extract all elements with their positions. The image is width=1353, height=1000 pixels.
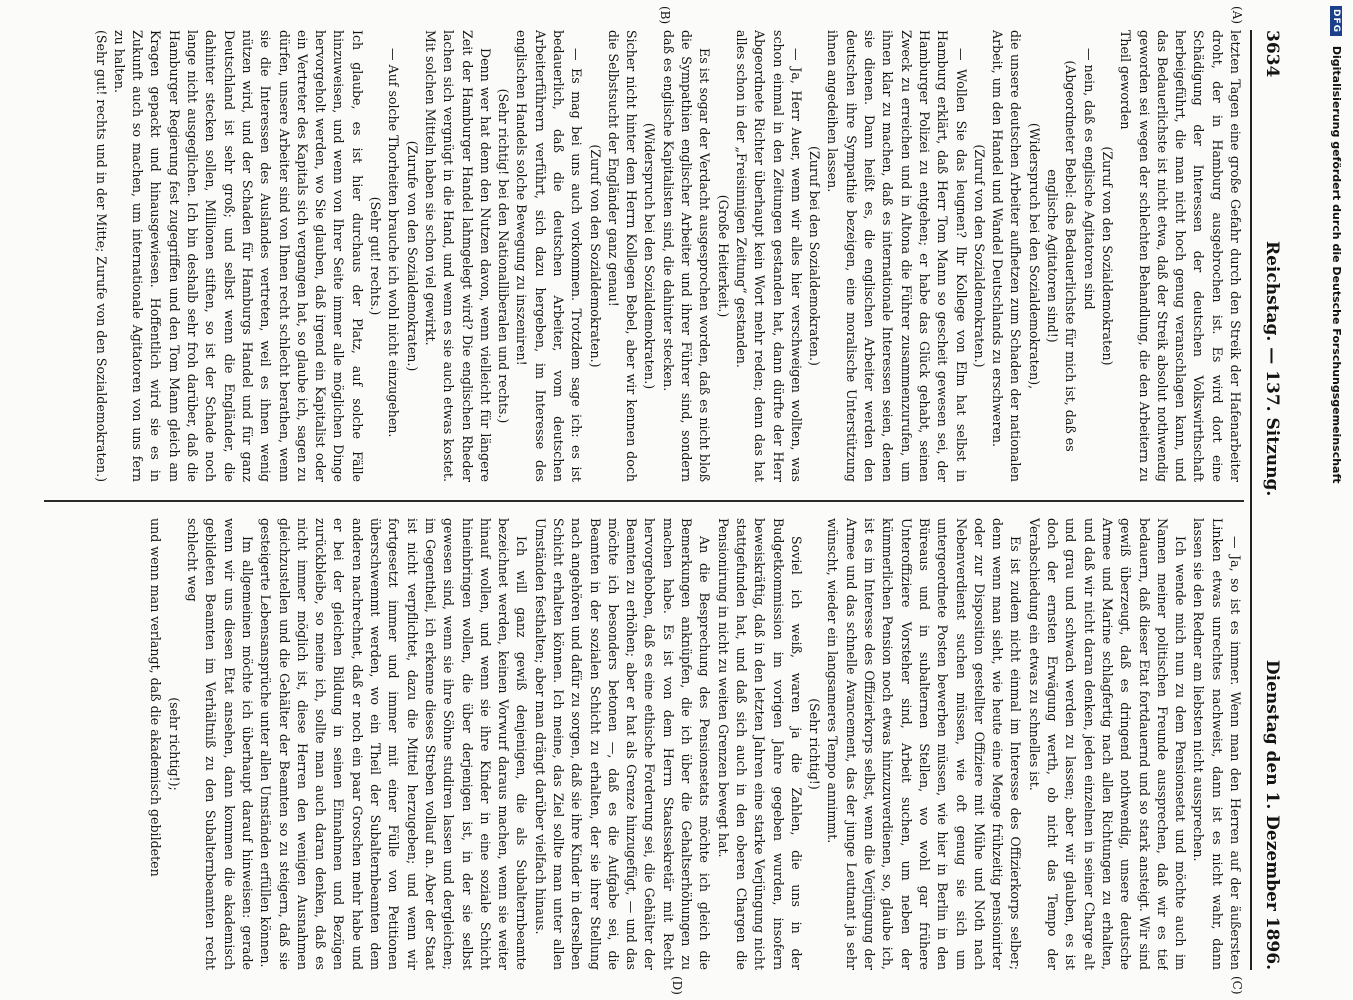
interjection: (Zuruf von den Sozialdemokraten) [1099, 146, 1115, 366]
interjection: (Zuruf bei den Sozialdemokraten.) [807, 146, 823, 366]
page-header [1254, 30, 1290, 970]
left-text-column [44, 30, 1244, 482]
session-title: Reichstag. — 137. Sitzung. [1262, 240, 1282, 497]
interjection: (Sehr richtig!) [807, 698, 823, 790]
margin-marker-c: (C) [1230, 976, 1244, 995]
interjection: (Sehr richtig! bei den Nationalliberalen und rechts.) [496, 88, 512, 424]
session-date: Dienstag den 1. Dezember 1896. [1262, 659, 1282, 970]
interjection: (Zurufe von den Sozialdemokraten.) [404, 140, 420, 372]
paragraph: die unsere deutschen Arbeiter aufhetzen zum Schaden der nationalen Arbeit, um den Handel und Wandel Deutschlands zu erschweren. [990, 30, 1024, 482]
dfg-logo: DFG [1330, 6, 1342, 36]
margin-marker-a: (A) [1230, 6, 1244, 25]
interjection: (Große Heiterkeit.) [715, 194, 731, 318]
margin-marker-d: (D) [670, 976, 684, 995]
paragraph: Ich glaube, es ist hier durchaus der Platz, auf solche Fälle hinzuweisen, und wenn von Ihrer Seite immer alle möglichen Dinge hervorgeholt werden, wo Sie glauben, daß irgend ein Kapitalist oder ein Vertreter des Kapitals sich vergangen hat, so glaube ich, sagen zu dürfen, unsere Arbeiter sind von Ihnen recht schlecht berathen, wenn sie die Interessen des Auslandes vertreten, weil es ihnen wenig nützen wird, und der Schaden für Hamburgs Handel und für ganz Deutschland ist sehr groß; und selbst wenn die Engländer, die dahinter stecken sollen, Millionen stiften, so ist der Schade noch lange nicht ausgeglichen. Ich bin deshalb sehr froh darüber, daß die Hamburger Regierung fest zugegriffen und den Tom Mann gleich am Kragen gepackt und hinausgewiesen. Hoffentlich wird sie es in Zukunft auch so machen, um internationale Agitatoren von uns fern zu halten. [111, 30, 365, 482]
right-text-column [44, 518, 1244, 970]
header-rule [1250, 30, 1252, 970]
paragraph: letzten Tagen eine große Gefahr durch den Streik der Hafenarbeiter droht, der in Hamburg ausgebrochen ist. Es wird dort eine Schädigung der Interessen der deutschen Volkswirthschaft herbeigeführt, die man nicht hoch genug veranschlagen kann, und das Bedauerlichste ist nicht etwa, daß der Streik absolut nothwendig geworden sei wegen der schlechten Behandlung, die den Arbeitern zu Theil geworden [1118, 30, 1243, 482]
digitization-footer [1330, 6, 1343, 996]
paragraph: Sicher nicht hinter dem Herrn Kollegen Bebel, aber wir kennen doch die Selbstsucht der Engländer ganz genau! [605, 30, 640, 482]
paragraph: Es ist sogar der Verdacht ausgesprochen worden, daß es nicht bloß die Sympathien englischer Arbeiter und ihrer Führer sind, sondern daß es englische Kapitalisten sind, die dahinter stecken. [660, 30, 713, 482]
paragraph: — Auf solche Thorheiten brauche ich wohl nicht einzugehen. [386, 48, 402, 438]
interjection: (sehr richtig!); [166, 697, 182, 791]
interjection: (Sehr gut! rechts und in der Mitte; Zurufe von den Sozialdemokraten.) [93, 30, 109, 482]
interjection: (Widerspruch bei den Sozialdemokraten.) [642, 122, 658, 390]
paragraph: Ich will ganz gewiß denjenigen, die als Subalternbeamte bezeichnet werden, keinen Vorwurf daraus machen, wenn sie weiter hinauf wollen, und wenn sie ihre Kinder in eine soziale Schicht hineinbringen wollen, die über derjenigen ist, in der sie selbst gewesen sind, wenn sie ihre Söhne studiren lassen und dergleichen; im Gegentheil, ich erkenne dieses Streben vollauf an. Aber der Staat ist nicht verpflichtet, dazu die Mittel herzugeben; und wenn wir fortgesetzt immer und immer mit einer Fülle von Petitionen überschwemmt werden, wo ein Theil der Subalternbeamten dem anderen nachrechnet, daß er noch ein paar Groschen mehr habe und er bei der gleichen Bildung in seinen Einnahmen und Bezügen zurückbleibe, so meine ich, sollte man auch daran denken, daß es nicht immer möglich ist, diese Herren den wenigen Ausnahmen gleichzustellen und die Gehälter der Beamten so zu steigern, daß sie gesteigerte Lebensansprüche unter allen Umständen erfüllen können. [258, 518, 530, 970]
rotated-page-content [35, 6, 1290, 995]
interjection: (Widerspruch bei den Sozialdemokraten), [1026, 122, 1042, 390]
paragraph: Denn wer hat denn den Nutzen davon, wenn vielleicht für längere Zeit der Hamburger Handel lahmgelegt wird? Die englischen Rheder lachen sich vergnügt in die Hand, und wenn es sie auch etwas kostet. Mit solchen Mitteln haben sie schon viel gewirkt. [422, 30, 493, 482]
paragraph: An die Besprechung des Pensionsetats möchte ich gleich die Bemerkungen anknüpfen, die ich über die Gehaltserhöhungen zu machen habe. Es ist von dem Herrn Staatssekretär mit Recht hervorgehoben, daß es eine ethische Forderung sei, die Gehälter der Beamten zu erhöhen; aber er hat als Grenze hinzugefügt, — und das möchte ich besonders betonen —, daß es die Aufgabe sei, die Beamten in der sozialen Schicht zu erhalten, der sie ihrer Stellung nach angehören und dafür zu sorgen, daß sie ihre Kinder in derselben Schicht erhalten können. Ich meine, das Ziel sollte man unter allen Umständen festhalten; aber man drängt darüber vielfach hinaus. [532, 518, 713, 970]
paragraph: und wenn man verlangt, daß die akademisch gebildeten [148, 518, 164, 877]
interjection: (Sehr gut! rechts.) [368, 196, 384, 316]
paragraph: Im allgemeinen möchte ich überhaupt darauf hinweisen: gerade wenn wir uns diesen Etat ansehen, dann kommen die akademisch gebildeten Beamten im Verhältniß zu den Subalternbeamten recht schlecht weg [185, 518, 255, 970]
paragraph: — nein, daß es englische Agitatoren sind [1081, 48, 1097, 310]
interjection: (Zuruf von den Sozialdemokraten.) [587, 144, 603, 368]
page-number: 3634 [1262, 30, 1282, 78]
paragraph: — Ja, Herr Auer, wenn wir alles hier verschweigen wollten, was schon einmal in den Zeitungen gestanden hat, dann dürfte der Herr Abgeordnete Richter überhaupt kein Wort mehr reden; denn das hat alles schon in der „Freisinnigen Zeitung“ gestanden. [733, 30, 804, 482]
column-divider [44, 500, 1244, 502]
paragraph: Ich wende mich nun zu dem Pensionsetat und möchte auch im Namen meiner politischen Freunde aussprechen, daß wir es tief bedauern, daß dieser Etat fortdauernd und so stark ansteigt. Wir sind gewiß überzeugt, daß es dringend nothwendig, unsere deutsche Armee und Marine schlagfertig nach allen Richtungen zu erhalten, und daß wir nicht daran denken, jeden einzelnen in seiner Charge alt und grau und schwach werden zu lassen; aber wir glauben, es ist doch der ernsten Erwägung werth, ob nicht das Tempo der Verabschiedung ein etwas zu schnelles ist. [1026, 518, 1189, 970]
paragraph: Soviel ich weiß, waren ja die Zahlen, die uns in der Budgetkommission im vorigen Jahre gegeben wurden, insofern beweiskräftig, daß in den letzten Jahren eine starke Verjüngung nicht stattgefunden hat, und daß sich auch in den oberen Chargen die Pensionirung in nicht zu weiten Grenzen bewegt hat. [715, 518, 804, 970]
paragraph: — Wollen Sie das leugnen? Ihr Kollege von Elm hat selbst in Hamburg erklärt, daß Herr Tom Mann so gescheit gewesen sei, der Hamburger Polizei zu entgehen; er habe das Glück gehabt, seinen Zweck zu erreichen und in Altona die Führer zusammenzurufen, um ihnen klar zu machen, daß es internationale Interessen seien, denen sie dienen. Dann heißt es, die englischen Arbeiter werden den deutschen ihre Sympathie bezeigen, eine moralische Unterstützung ihnen angedeihen lassen. [825, 30, 969, 482]
paragraph: Es ist zudem nicht einmal im Interesse des Offizierkorps selber; denn wenn man sieht, wie heute eine Menge frühzeitig pensionirter oder zur Disposition gestellter Offiziere mit Mühe und Noth nach Nebenverdienst suchen müssen, wie oft genug sie sich um untergeordnete Posten bewerben müssen, wie hier in Berlin in den Büreaus und in subalternen Stellen, wo wohl gar frühere Unteroffiziere Vorsteher sind, Arbeit suchen, um neben der kümmerlichen Pension noch etwas hinzuzuverdienen, so, glaube ich, ist es im Interesse des Offizierkorps selbst, wenn die Verjüngung der Armee und das schnelle Avancement, das der junge Leutnant ja sehr wünscht, wieder ein langsameres Tempo annimmt. [825, 518, 1024, 970]
interjection: (Zuruf von den Sozialdemokraten.) [971, 144, 987, 368]
margin-marker-b: (B) [658, 6, 672, 25]
footer-text: Digitalisierung gefördert durch die Deutsche Forschungsgemeinschaft [1330, 45, 1343, 484]
paragraph: — Ja, so ist es immer. Wenn man den Herren auf der äußersten Linken etwas unrechtes nachweist, dann ist es nicht wahr, dann lassen sie den Redner am liebsten nicht aussprechen. [1191, 518, 1243, 970]
interjection: (Abgeordneter Bebel: das Bedauerlichste für mich ist, daß es englische Agitatoren sind!) [1045, 60, 1079, 452]
paragraph: — Es mag bei uns auch vorkommen. Trotzdem sage ich: es ist bedauerlich, daß die deutschen Arbeiter, vom deutschen Arbeiterführern verführt, sich dazu hergeben, im Interesse des englischen Handels solche Bewegung zu inszeniren! [514, 30, 585, 482]
